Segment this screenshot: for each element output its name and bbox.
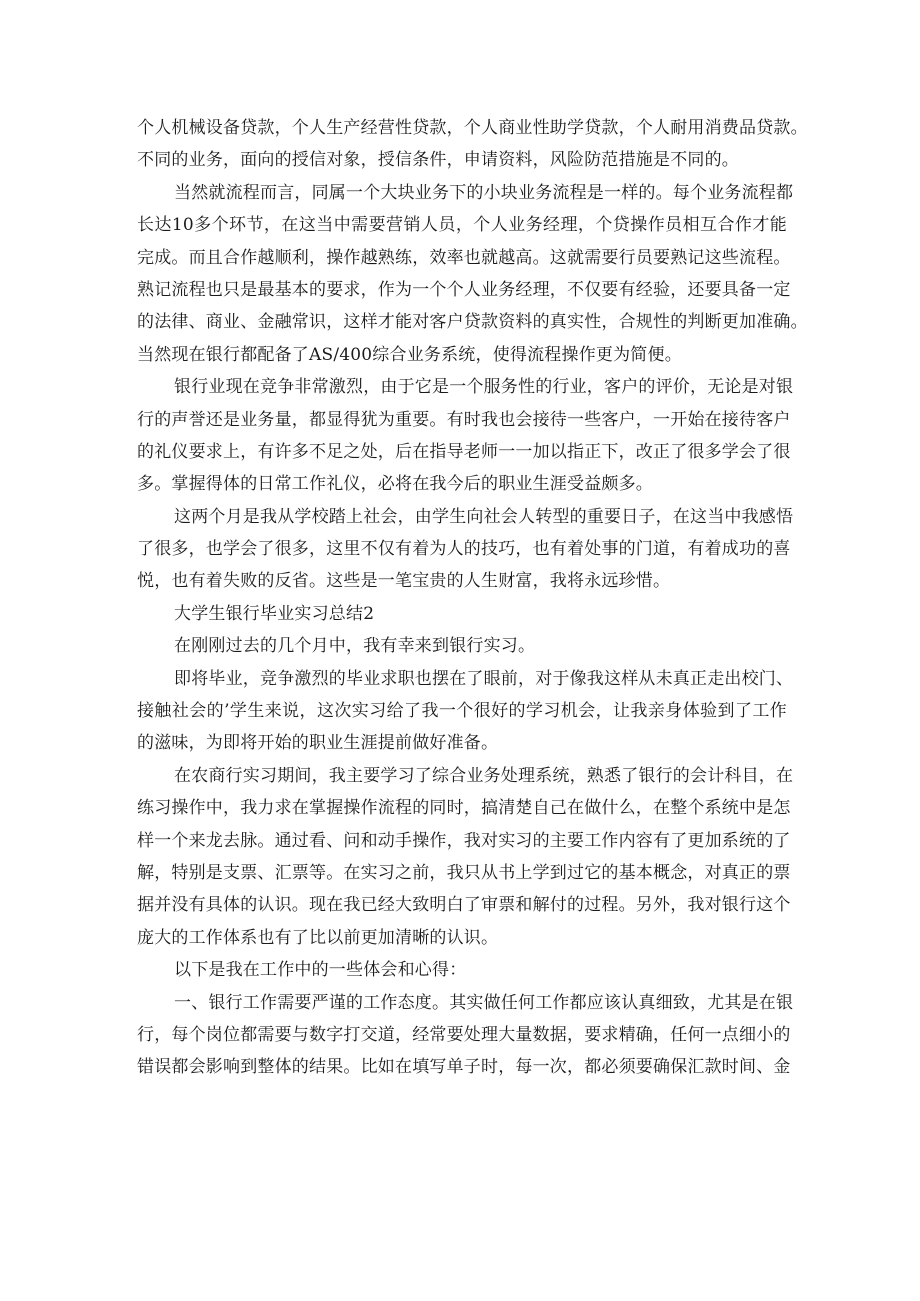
paragraph-process	[137, 177, 808, 371]
paragraph-etiquette	[137, 371, 794, 501]
text-line: 个人机械设备贷款，个人生产经营性贷款，个人商业性助学贷款，个人耐用消费品贷款。	[137, 118, 808, 138]
text-line: 行的声誉还是业务量，都显得犹为重要。有时我也会接待一些客户，一开始在接待客户	[137, 409, 791, 430]
text-line: 不同的业务，面向的授信对象，授信条件，申请资料，风险防范措施是不同的。	[137, 150, 739, 171]
text-line: 的法律、商业、金融常识，这样才能对客户贷款资料的真实性，合规性的判断更加准确。	[137, 312, 808, 333]
text-line: 多。掌握得体的日常工作礼仪，必将在我今后的职业生涯受益颇多。	[137, 474, 653, 495]
paragraph-attitude	[137, 987, 794, 1084]
text-line: 行，每个岗位都需要与数字打交道，经常要处理大量数据，要求精确，任何一点细小的	[137, 1024, 791, 1045]
text-line: 以下是我在工作中的一些体会和心得：	[174, 960, 467, 981]
text-line: 的滋味，为即将开始的职业生涯提前做好准备。	[137, 733, 499, 754]
paragraph-loans-list	[137, 112, 808, 177]
text-line: 一、银行工作需要严谨的工作态度。其实做任何工作都应该认真细致，尤其是在银	[174, 992, 794, 1013]
text-line: 了很多，也学会了很多，这里不仅有着为人的技巧，也有着处事的门道，有着成功的喜	[137, 539, 791, 560]
text-line: 即将毕业，竞争激烈的毕业求职也摆在了眼前，对于像我这样从未真正走出校门、	[174, 668, 794, 689]
text-line: 这两个月是我从学校踏上社会，由学生向社会人转型的重要日子，在这当中我感悟	[174, 506, 794, 527]
text-line: 当然就流程而言，同属一个大块业务下的小块业务流程是一样的。每个业务流程都	[174, 182, 794, 203]
document-page	[137, 112, 808, 1084]
paragraph-experience-intro	[137, 954, 787, 986]
text-line: 在农商行实习期间，我主要学习了综合业务处理系统，熟悉了银行的会计科目，在	[174, 765, 794, 786]
text-line: 接触社会的’学生来说，这次实习给了我一个很好的学习机会，让我亲身体验到了工作	[137, 701, 787, 722]
text-line: 据并没有具体的认识。现在我已经大致明白了审票和解付的过程。另外，我对银行这个	[137, 895, 791, 916]
text-line: 长达10多个环节，在这当中需要营销人员，个人业务经理，个贷操作员相互合作才能	[137, 215, 787, 236]
text-line: 在刚刚过去的几个月中，我有幸来到银行实习。	[174, 636, 536, 657]
text-line: 错误都会影响到整体的结果。比如在填写单子时，每一次，都必须要确保汇款时间、金	[137, 1057, 791, 1078]
paragraph-two-months	[137, 501, 794, 598]
text-line: 当然现在银行都配备了AS/400综合业务系统，使得流程操作更为简便。	[137, 344, 682, 365]
section-heading	[137, 598, 787, 630]
paragraph-intro	[137, 630, 787, 662]
paragraph-rural-bank	[137, 760, 794, 954]
text-line: 银行业现在竞争非常激烈，由于它是一个服务性的行业，客户的评价，无论是对银	[174, 377, 794, 398]
text-line: 练习操作中，我力求在掌握操作流程的同时，搞清楚自己在做什么，在整个系统中是怎	[137, 798, 791, 819]
text-line: 样一个来龙去脉。通过看、问和动手操作，我对实习的主要工作内容有了更加系统的了	[137, 830, 791, 851]
text-line: 的礼仪要求上，有许多不足之处，后在指导老师一一加以指正下，改正了很多学会了很	[137, 441, 791, 462]
text-line: 解，特别是支票、汇票等。在实习之前，我只从书上学到过它的基本概念，对真正的票	[137, 862, 791, 883]
text-line: 悦，也有着失败的反省。这些是一笔宝贵的人生财富，我将永远珍惜。	[137, 571, 671, 592]
text-line: 熟记流程也只是最基本的要求，作为一个个人业务经理，不仅要有经验，还要具备一定	[137, 279, 791, 300]
paragraph-graduation	[137, 663, 794, 760]
text-line: 庞大的工作体系也有了比以前更加清晰的认识。	[137, 927, 499, 948]
text-line: 完成。而且合作越顺利，操作越熟练，效率也就越高。这就需要行员要熟记这些流程。	[137, 247, 791, 268]
heading-line: 大学生银行毕业实习总结2	[174, 603, 375, 624]
